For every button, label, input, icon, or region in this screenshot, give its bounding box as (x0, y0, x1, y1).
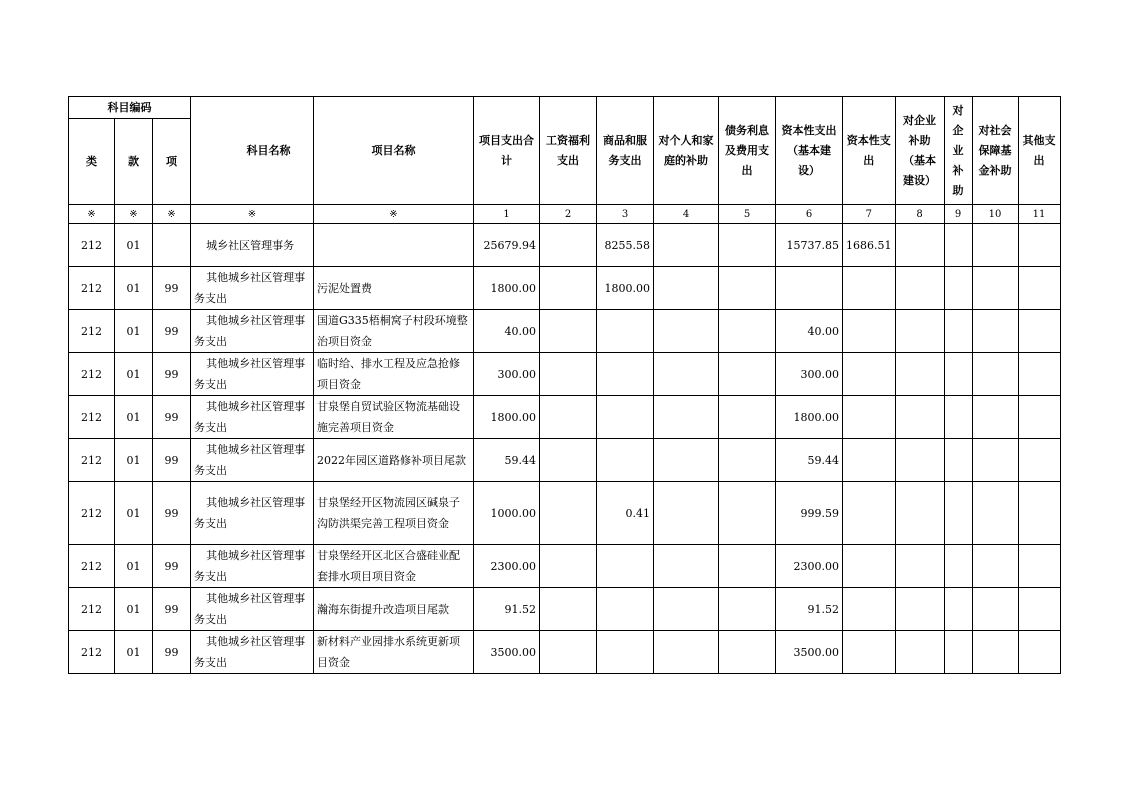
cell-salary-welfare (540, 310, 597, 353)
cell-salary-welfare (540, 267, 597, 310)
cell-kuan: 01 (115, 588, 153, 631)
cell-project-total: 59.44 (474, 439, 540, 482)
cell-enterprise-basic (895, 396, 944, 439)
cell-capital (843, 439, 896, 482)
cell-capital (843, 396, 896, 439)
cell-xiang: 99 (153, 396, 191, 439)
cell-social-security (972, 267, 1018, 310)
marker-cell: 9 (944, 205, 972, 224)
cell-project-name: 国道G335梧桐窝子村段环境整治项目资金 (314, 310, 474, 353)
cell-capital (843, 631, 896, 674)
cell-kuan: 01 (115, 353, 153, 396)
cell-enterprise (944, 353, 972, 396)
cell-enterprise (944, 545, 972, 588)
cell-personal-subsidy (654, 310, 719, 353)
cell-personal-subsidy (654, 224, 719, 267)
table-row (69, 631, 1061, 674)
cell-other (1018, 439, 1060, 482)
cell-other (1018, 588, 1060, 631)
cell-xiang: 99 (153, 545, 191, 588)
cell-kuan: 01 (115, 631, 153, 674)
header-debt-interest: 债务利息及费用支出 (719, 97, 776, 205)
cell-lei: 212 (69, 588, 115, 631)
table-row (69, 267, 1061, 310)
cell-project-name: 污泥处置费 (314, 267, 474, 310)
cell-capital-basic: 59.44 (776, 439, 843, 482)
table-row (69, 545, 1061, 588)
header-capital-basic: 资本性支出（基本建设） (776, 97, 843, 205)
cell-salary-welfare (540, 224, 597, 267)
cell-project-name: 甘泉堡经开区物流园区碱泉子沟防洪渠完善工程项目资金 (314, 482, 474, 545)
cell-debt-interest (719, 588, 776, 631)
cell-kuan: 01 (115, 267, 153, 310)
cell-goods-services (597, 545, 654, 588)
cell-project-name: 瀚海东街提升改造项目尾款 (314, 588, 474, 631)
header-salary-welfare: 工资福利支出 (540, 97, 597, 205)
cell-capital: 1686.51 (843, 224, 896, 267)
header-xiang: 项 (153, 119, 191, 205)
cell-project-name: 甘泉堡经开区北区合盛硅业配套排水项目项目资金 (314, 545, 474, 588)
cell-capital (843, 267, 896, 310)
cell-debt-interest (719, 353, 776, 396)
cell-capital (843, 545, 896, 588)
cell-xiang: 99 (153, 439, 191, 482)
cell-project-total: 300.00 (474, 353, 540, 396)
cell-subject-name: 其他城乡社区管理事务支出 (191, 353, 314, 396)
cell-salary-welfare (540, 439, 597, 482)
cell-goods-services (597, 310, 654, 353)
header-subject-name: 科目名称 (191, 97, 314, 205)
header-goods-services: 商品和服务支出 (597, 97, 654, 205)
cell-debt-interest (719, 396, 776, 439)
header-capital: 资本性支出 (843, 97, 896, 205)
cell-lei: 212 (69, 482, 115, 545)
cell-enterprise (944, 267, 972, 310)
marker-cell: 7 (843, 205, 896, 224)
cell-debt-interest (719, 482, 776, 545)
cell-social-security (972, 482, 1018, 545)
cell-lei: 212 (69, 353, 115, 396)
cell-social-security (972, 353, 1018, 396)
cell-project-total: 91.52 (474, 588, 540, 631)
cell-xiang: 99 (153, 588, 191, 631)
header-other: 其他支出 (1018, 97, 1060, 205)
header-kuan: 款 (115, 119, 153, 205)
cell-other (1018, 267, 1060, 310)
cell-other (1018, 631, 1060, 674)
cell-project-name (314, 224, 474, 267)
cell-subject-name: 其他城乡社区管理事务支出 (191, 588, 314, 631)
cell-project-total: 25679.94 (474, 224, 540, 267)
cell-social-security (972, 224, 1018, 267)
marker-cell: 5 (719, 205, 776, 224)
cell-capital (843, 588, 896, 631)
cell-personal-subsidy (654, 482, 719, 545)
cell-debt-interest (719, 439, 776, 482)
cell-project-name: 临时给、排水工程及应急抢修项目资金 (314, 353, 474, 396)
cell-social-security (972, 545, 1018, 588)
cell-goods-services (597, 588, 654, 631)
cell-lei: 212 (69, 310, 115, 353)
cell-subject-name: 其他城乡社区管理事务支出 (191, 439, 314, 482)
marker-cell: ※ (191, 205, 314, 224)
cell-capital (843, 482, 896, 545)
cell-capital-basic: 300.00 (776, 353, 843, 396)
cell-capital-basic: 40.00 (776, 310, 843, 353)
header-project-name: 项目名称 (314, 97, 474, 205)
cell-enterprise-basic (895, 224, 944, 267)
cell-personal-subsidy (654, 439, 719, 482)
table-row (69, 396, 1061, 439)
cell-enterprise-basic (895, 545, 944, 588)
header-social-security: 对社会保障基金补助 (972, 97, 1018, 205)
cell-salary-welfare (540, 353, 597, 396)
cell-social-security (972, 631, 1018, 674)
cell-subject-name: 其他城乡社区管理事务支出 (191, 631, 314, 674)
marker-cell: 2 (540, 205, 597, 224)
cell-subject-name: 其他城乡社区管理事务支出 (191, 310, 314, 353)
cell-kuan: 01 (115, 439, 153, 482)
cell-personal-subsidy (654, 396, 719, 439)
cell-personal-subsidy (654, 631, 719, 674)
cell-personal-subsidy (654, 588, 719, 631)
cell-enterprise-basic (895, 588, 944, 631)
cell-lei: 212 (69, 267, 115, 310)
cell-salary-welfare (540, 396, 597, 439)
cell-lei: 212 (69, 545, 115, 588)
cell-social-security (972, 310, 1018, 353)
cell-salary-welfare (540, 545, 597, 588)
header-enterprise-basic: 对企业补助（基本建设） (895, 97, 944, 205)
header-project-total: 项目支出合计 (474, 97, 540, 205)
header-subject-code: 科目编码 (69, 97, 191, 119)
cell-personal-subsidy (654, 353, 719, 396)
header-enterprise: 对企业补助 (944, 97, 972, 205)
cell-project-total: 1000.00 (474, 482, 540, 545)
cell-capital-basic: 999.59 (776, 482, 843, 545)
cell-debt-interest (719, 310, 776, 353)
cell-xiang (153, 224, 191, 267)
cell-debt-interest (719, 545, 776, 588)
cell-lei: 212 (69, 439, 115, 482)
cell-subject-name: 其他城乡社区管理事务支出 (191, 396, 314, 439)
cell-project-total: 2300.00 (474, 545, 540, 588)
cell-enterprise (944, 396, 972, 439)
cell-enterprise-basic (895, 631, 944, 674)
cell-goods-services: 0.41 (597, 482, 654, 545)
cell-other (1018, 482, 1060, 545)
cell-goods-services (597, 353, 654, 396)
cell-enterprise-basic (895, 482, 944, 545)
header-lei: 类 (69, 119, 115, 205)
marker-cell: 11 (1018, 205, 1060, 224)
cell-xiang: 99 (153, 631, 191, 674)
cell-salary-welfare (540, 588, 597, 631)
cell-enterprise (944, 310, 972, 353)
marker-cell: ※ (115, 205, 153, 224)
cell-subject-name: 其他城乡社区管理事务支出 (191, 545, 314, 588)
table-row (69, 439, 1061, 482)
cell-goods-services: 1800.00 (597, 267, 654, 310)
cell-social-security (972, 588, 1018, 631)
cell-capital-basic: 15737.85 (776, 224, 843, 267)
cell-capital (843, 310, 896, 353)
table-row (69, 224, 1061, 267)
cell-enterprise-basic (895, 267, 944, 310)
expenditure-table (68, 96, 1061, 674)
cell-enterprise (944, 482, 972, 545)
cell-subject-name: 其他城乡社区管理事务支出 (191, 482, 314, 545)
marker-cell: ※ (153, 205, 191, 224)
cell-capital-basic: 1800.00 (776, 396, 843, 439)
marker-cell: ※ (314, 205, 474, 224)
marker-cell: 6 (776, 205, 843, 224)
cell-debt-interest (719, 267, 776, 310)
cell-salary-welfare (540, 631, 597, 674)
cell-project-name: 2022年园区道路修补项目尾款 (314, 439, 474, 482)
cell-project-name: 新材料产业园排水系统更新项目资金 (314, 631, 474, 674)
cell-project-total: 40.00 (474, 310, 540, 353)
cell-enterprise-basic (895, 310, 944, 353)
cell-kuan: 01 (115, 310, 153, 353)
cell-kuan: 01 (115, 482, 153, 545)
cell-other (1018, 396, 1060, 439)
cell-capital-basic: 3500.00 (776, 631, 843, 674)
cell-kuan: 01 (115, 545, 153, 588)
cell-goods-services (597, 396, 654, 439)
table-row (69, 353, 1061, 396)
marker-cell: 8 (895, 205, 944, 224)
cell-personal-subsidy (654, 545, 719, 588)
cell-social-security (972, 439, 1018, 482)
cell-other (1018, 545, 1060, 588)
cell-lei: 212 (69, 631, 115, 674)
cell-capital-basic (776, 267, 843, 310)
cell-personal-subsidy (654, 267, 719, 310)
cell-enterprise (944, 588, 972, 631)
cell-other (1018, 224, 1060, 267)
table-row (69, 482, 1061, 545)
cell-capital (843, 353, 896, 396)
cell-goods-services: 8255.58 (597, 224, 654, 267)
cell-xiang: 99 (153, 267, 191, 310)
cell-subject-name: 城乡社区管理事务 (191, 224, 314, 267)
cell-lei: 212 (69, 396, 115, 439)
cell-xiang: 99 (153, 482, 191, 545)
cell-enterprise (944, 439, 972, 482)
cell-enterprise-basic (895, 439, 944, 482)
cell-xiang: 99 (153, 353, 191, 396)
marker-cell: 1 (474, 205, 540, 224)
cell-other (1018, 353, 1060, 396)
marker-cell: ※ (69, 205, 115, 224)
cell-capital-basic: 2300.00 (776, 545, 843, 588)
cell-capital-basic: 91.52 (776, 588, 843, 631)
cell-social-security (972, 396, 1018, 439)
cell-xiang: 99 (153, 310, 191, 353)
cell-project-total: 3500.00 (474, 631, 540, 674)
cell-other (1018, 310, 1060, 353)
cell-lei: 212 (69, 224, 115, 267)
cell-project-name: 甘泉堡自贸试验区物流基础设施完善项目资金 (314, 396, 474, 439)
cell-kuan: 01 (115, 224, 153, 267)
table-row (69, 588, 1061, 631)
cell-debt-interest (719, 224, 776, 267)
cell-subject-name: 其他城乡社区管理事务支出 (191, 267, 314, 310)
marker-cell: 3 (597, 205, 654, 224)
cell-project-total: 1800.00 (474, 396, 540, 439)
table-row (69, 310, 1061, 353)
marker-cell: 4 (654, 205, 719, 224)
header-personal-subsidy: 对个人和家庭的补助 (654, 97, 719, 205)
cell-salary-welfare (540, 482, 597, 545)
cell-kuan: 01 (115, 396, 153, 439)
cell-enterprise (944, 631, 972, 674)
cell-goods-services (597, 631, 654, 674)
cell-enterprise-basic (895, 353, 944, 396)
cell-enterprise (944, 224, 972, 267)
marker-row (69, 205, 1061, 224)
cell-project-total: 1800.00 (474, 267, 540, 310)
cell-goods-services (597, 439, 654, 482)
marker-cell: 10 (972, 205, 1018, 224)
cell-debt-interest (719, 631, 776, 674)
